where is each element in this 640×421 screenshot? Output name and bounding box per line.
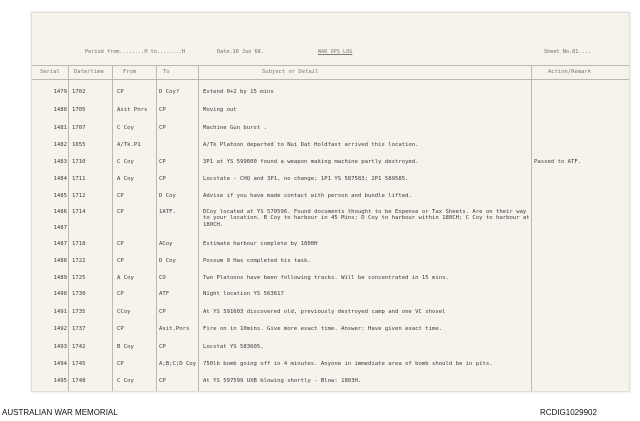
to-cell: CP: [159, 159, 166, 165]
time-cell: 1748: [72, 378, 86, 384]
subject-cell: Two Platoons have been following tracks. Will be concentrated in 15 mins.: [203, 275, 449, 281]
serial-cell: 1493: [53, 344, 67, 350]
subject-cell: Night location YS 563617: [203, 291, 284, 297]
subject-cell: Extend 0+2 by 15 mins: [203, 89, 274, 95]
time-cell: 1707: [72, 125, 86, 131]
serial-cell: 1483: [53, 159, 67, 165]
log-sheet: [31, 12, 630, 392]
to-cell: A;B;C;D Coy: [159, 361, 197, 367]
serial-cell: 1495: [53, 378, 67, 384]
from-cell: C Coy: [117, 159, 134, 165]
time-cell: 1702: [72, 89, 86, 95]
serial-cell: 1485: [53, 193, 67, 199]
time-cell: 1745: [72, 361, 86, 367]
log-row: [32, 241, 629, 259]
subject-cell: At YS 591603 discovered old, previously destroyed camp and one VC shovel: [203, 309, 446, 315]
col-action: Action/Remark: [548, 69, 592, 75]
serial-cell: 1490: [53, 291, 67, 297]
serial-cell: 1494: [53, 361, 67, 367]
subject-cell: Possum 9 Has completed his task.: [203, 258, 311, 264]
to-cell: CP: [159, 309, 166, 315]
footer-left: AUSTRALIAN WAR MEMORIAL: [2, 408, 118, 417]
to-cell: CP: [159, 176, 166, 182]
from-cell: C Coy: [117, 378, 134, 384]
from-cell: A/Tk.P1: [117, 142, 141, 148]
time-cell: 1737: [72, 326, 86, 332]
serial-cell: 1492: [53, 326, 67, 332]
log-row: [32, 258, 629, 276]
time-cell: 1714: [72, 209, 86, 215]
from-cell: CP: [117, 209, 124, 215]
time-cell: 1711: [72, 176, 86, 182]
log-row: [32, 344, 629, 362]
subject-cell: Machine Gun burst .: [203, 125, 267, 131]
serial-cell: 1482: [53, 142, 67, 148]
header-rule-bottom: [32, 79, 629, 80]
time-cell: 1725: [72, 275, 86, 281]
from-cell: Asit Pnrs: [117, 107, 148, 113]
sheet-number: Sheet No.81....: [544, 49, 591, 55]
time-cell: 1655: [72, 142, 86, 148]
from-cell: CP: [117, 326, 124, 332]
log-row: [32, 326, 629, 344]
subject-cell: A/Tk Platoon departed to Nui Dat Holdfast arrived this location.: [203, 142, 419, 148]
from-cell: CCoy: [117, 309, 131, 315]
log-row: [32, 176, 629, 194]
period-field: Period from........H to........H: [85, 49, 185, 55]
to-cell: D Coy?: [159, 89, 180, 95]
from-cell: CP: [117, 241, 124, 247]
col-to: To: [163, 69, 170, 75]
to-cell: CP: [159, 344, 166, 350]
header-rule-top: [32, 65, 629, 66]
to-cell: D Coy: [159, 258, 176, 264]
log-row: [32, 107, 629, 125]
time-cell: 1742: [72, 344, 86, 350]
serial-cell: 1486: [53, 209, 67, 215]
col-subject: Subject or Detail: [262, 69, 319, 75]
to-cell: Asit.Pnrs: [159, 326, 190, 332]
serial-cell: 1491: [53, 309, 67, 315]
to-cell: CP: [159, 107, 166, 113]
action-cell: Passed to ATF.: [534, 159, 582, 165]
col-serial: Serial: [40, 69, 60, 75]
from-cell: B Coy: [117, 344, 134, 350]
time-cell: 1718: [72, 241, 86, 247]
time-cell: 1735: [72, 309, 86, 315]
log-row: [32, 378, 629, 396]
date-field: Date.16 Jun 68.: [217, 49, 264, 55]
to-cell: CO: [159, 275, 166, 281]
serial-cell: 1479: [53, 89, 67, 95]
col-from: From: [123, 69, 137, 75]
subject-cell: DCoy located at YS 570596. Found documents thought to be Expense or Tax Sheets. Are on their way to your location. B Coy to harbour in 45 Mins; D Coy to harbour within 180CH; C Coy to harbour at 180CH.: [203, 209, 530, 228]
subject-cell: Moving out: [203, 107, 237, 113]
serial-cell: 1480: [53, 107, 67, 113]
serial-cell: 1484: [53, 176, 67, 182]
log-row: [32, 142, 629, 160]
footer-right: RCDIG1029902: [540, 408, 597, 417]
log-row: [32, 309, 629, 327]
from-cell: A Coy: [117, 275, 134, 281]
subject-cell: At YS 597599 UXB blowing shortly - Blow: 1803H.: [203, 378, 362, 384]
log-row: [32, 89, 629, 107]
subject-cell: Locstate - CHQ and 3P1, no change; 1P1 YS 587583; 2P1 589585.: [203, 176, 409, 182]
from-cell: CP: [117, 291, 124, 297]
subject-cell: Advise if you have made contact with person and bundle lifted.: [203, 193, 412, 199]
subject-cell: Estimate harbour complete by 1800H: [203, 241, 318, 247]
to-cell: CP: [159, 378, 166, 384]
log-row: [32, 361, 629, 379]
subject-cell: 3P1 at YS 599600 found a weapon making machine partly destroyed.: [203, 159, 419, 165]
serial-cell: 1488: [53, 258, 67, 264]
from-cell: C Coy: [117, 125, 134, 131]
time-cell: 1722: [72, 258, 86, 264]
log-row: [32, 291, 629, 309]
log-title: WAR OPS LOG: [318, 49, 353, 55]
to-cell: D Coy: [159, 193, 176, 199]
time-cell: 1712: [72, 193, 86, 199]
log-row: [32, 125, 629, 143]
to-cell: ATF: [159, 291, 170, 297]
from-cell: CP: [117, 193, 124, 199]
from-cell: CP: [117, 361, 124, 367]
col-time: Date/time: [74, 69, 104, 75]
serial-cell: 1487: [53, 225, 67, 231]
to-cell: CP: [159, 125, 166, 131]
subject-cell: 750lb bomb going off in 4 minutes. Anyone in immediate area of bomb should be in pits.: [203, 361, 493, 367]
log-row: [32, 159, 629, 177]
time-cell: 1730: [72, 291, 86, 297]
subject-cell: Fire on in 10mins. Give more exact time. Answer: Have given exact time.: [203, 326, 443, 332]
subject-cell: Locstat YS 583605.: [203, 344, 264, 350]
serial-cell: 1481: [53, 125, 67, 131]
from-cell: CP: [117, 258, 124, 264]
serial-cell: 1487: [53, 241, 67, 247]
time-cell: 1705: [72, 107, 86, 113]
from-cell: CP: [117, 89, 124, 95]
from-cell: A Coy: [117, 176, 134, 182]
serial-cell: 1489: [53, 275, 67, 281]
time-cell: 1710: [72, 159, 86, 165]
to-cell: ACoy: [159, 241, 173, 247]
to-cell: 1ATF.: [159, 209, 176, 215]
